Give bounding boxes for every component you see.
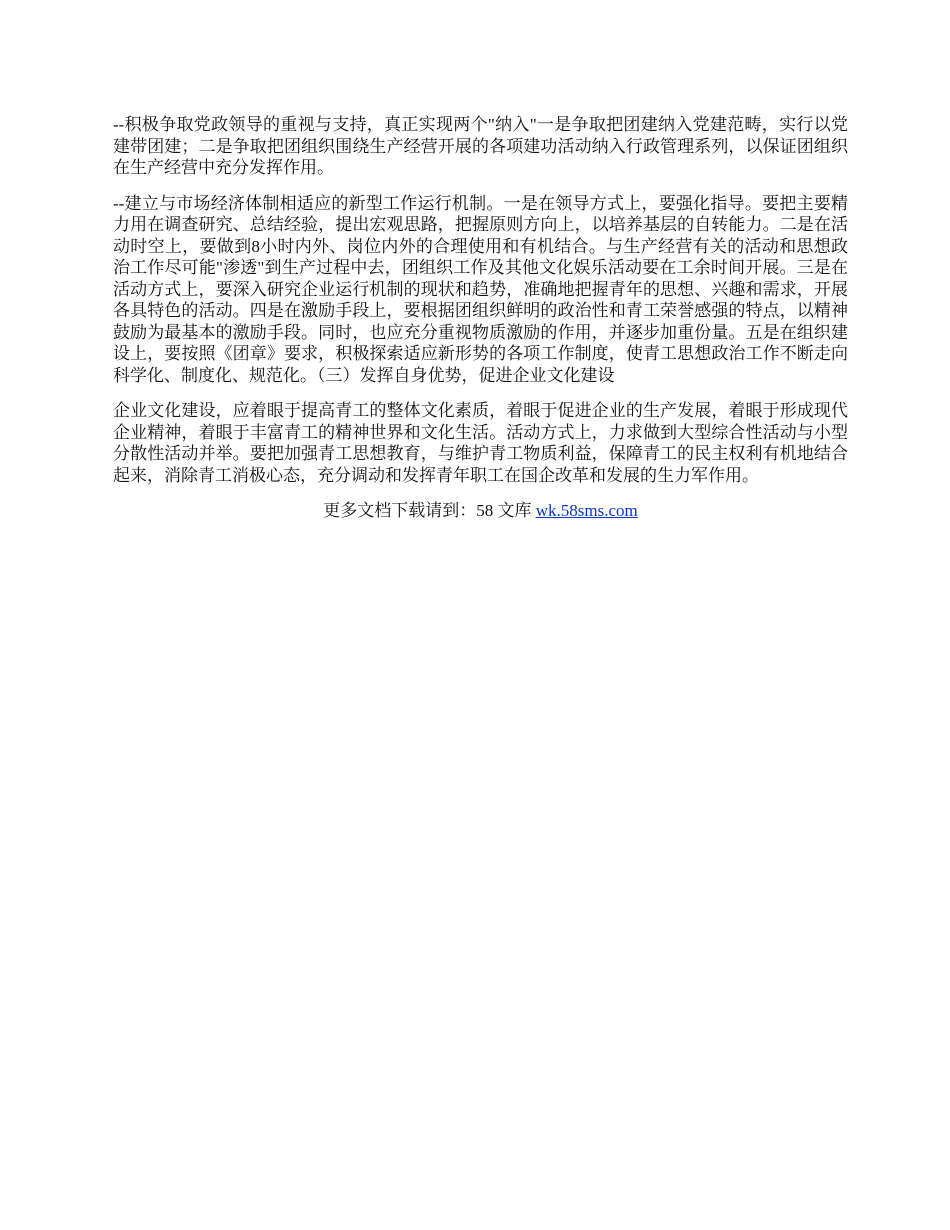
document-page (113, 114, 848, 522)
paragraph-2: --建立与市场经济体制相适应的新型工作运行机制。一是在领导方式上，要强化指导。要把主要精力用在调查研究、总结经验，提出宏观思路，把握原则方向上，以培养基层的自转能力。二是在活动时空上，要做到8小时内外、岗位内外的合理使用和有机结合。与生产经营有关的活动和思想政治工作尽可能"渗透"到生产过程中去，团组织工作及其他文化娱乐活动要在工余时间开展。三是在活动方式上，要深入研究企业运行机制的现状和趋势，准确地把握青年的思想、兴趣和需求，开展各具特色的活动。四是在激励手段上，要根据团组织鲜明的政治性和青工荣誉感强的特点，以精神鼓励为最基本的激励手段。同时，也应充分重视物质激励的作用，并逐步加重份量。五是在组织建设上，要按照《团章》要求，积极探索适应新形势的各项工作制度，使青工思想政治工作不断走向科学化、制度化、规范化。（三）发挥自身优势，促进企业文化建设 (113, 193, 848, 385)
paragraph-3: 企业文化建设，应着眼于提高青工的整体文化素质，着眼于促进企业的生产发展，着眼于形成现代企业精神，着眼于丰富青工的精神世界和文化生活。活动方式上，力求做到大型综合性活动与小型分散性活动并举。要把加强青工思想教育，与维护青工物质利益，保障青工的民主权利有机地结合起来，消除青工消极心态，充分调动和发挥青年职工在国企改革和发展的生力军作用。 (113, 401, 848, 485)
paragraph-1: --积极争取党政领导的重视与支持，真正实现两个"纳入"一是争取把团建纳入党建范畴，实行以党建带团建；二是争取把团组织围绕生产经营开展的各项建功活动纳入行政管理系列，以保证团组织在生产经营中充分发挥作用。 (113, 115, 848, 177)
download-footer (113, 500, 848, 522)
footer-prefix-text: 更多文档下载请到：58 文库 (323, 501, 536, 520)
footer-link[interactable]: wk.58sms.com (535, 501, 638, 520)
